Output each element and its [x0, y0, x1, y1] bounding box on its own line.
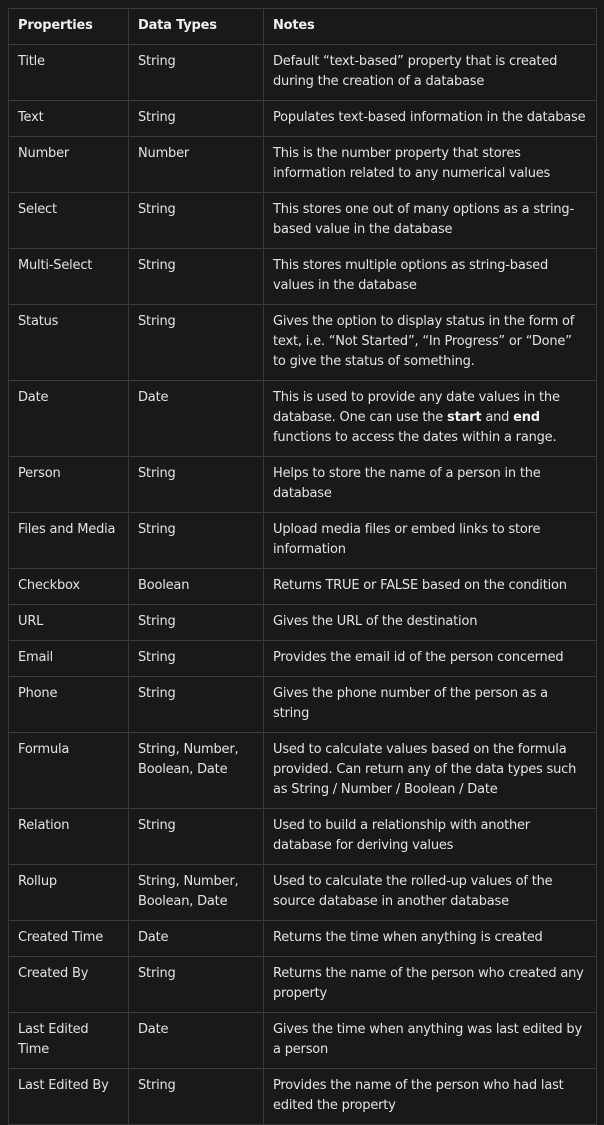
- property-cell: Formula: [9, 733, 129, 809]
- notes-text: and: [481, 410, 514, 425]
- data-type-cell: Number: [129, 137, 264, 193]
- table-row: [9, 249, 597, 305]
- data-type-cell: String: [129, 1069, 264, 1125]
- property-cell: Last Edited Time: [9, 1013, 129, 1069]
- property-cell: Rollup: [9, 865, 129, 921]
- notes-cell: This is the number property that stores information related to any numerical values: [264, 137, 597, 193]
- notes-cell: Used to calculate the rolled-up values of the source database in another database: [264, 865, 597, 921]
- table-row: [9, 101, 597, 137]
- data-type-cell: String: [129, 457, 264, 513]
- property-cell: Person: [9, 457, 129, 513]
- notes-cell: Provides the name of the person who had last edited the property: [264, 1069, 597, 1125]
- property-cell: Checkbox: [9, 569, 129, 605]
- table-row: [9, 305, 597, 381]
- notes-cell: Provides the email id of the person concerned: [264, 641, 597, 677]
- table-row: [9, 677, 597, 733]
- data-type-cell: String: [129, 957, 264, 1013]
- property-cell: Phone: [9, 677, 129, 733]
- properties-table-container: [8, 8, 596, 1125]
- table-row: [9, 457, 597, 513]
- table-row: [9, 1013, 597, 1069]
- table-row: [9, 45, 597, 101]
- data-type-cell: String: [129, 605, 264, 641]
- notes-cell: Used to calculate values based on the formula provided. Can return any of the data types such as String / Number / Boolean / Date: [264, 733, 597, 809]
- data-type-cell: String, Number, Boolean, Date: [129, 865, 264, 921]
- table-body: [9, 45, 597, 1125]
- data-type-cell: String: [129, 677, 264, 733]
- property-cell: Relation: [9, 809, 129, 865]
- header-notes: Notes: [264, 9, 597, 45]
- notes-cell: Gives the time when anything was last edited by a person: [264, 1013, 597, 1069]
- property-cell: Last Edited By: [9, 1069, 129, 1125]
- data-type-cell: String: [129, 809, 264, 865]
- property-cell: Created Time: [9, 921, 129, 957]
- data-type-cell: Date: [129, 1013, 264, 1069]
- table-row: [9, 1069, 597, 1125]
- notes-cell: Used to build a relationship with another database for deriving values: [264, 809, 597, 865]
- notes-cell: Gives the URL of the destination: [264, 605, 597, 641]
- table-row: [9, 381, 597, 457]
- notes-cell: Returns the name of the person who created any property: [264, 957, 597, 1013]
- notes-cell: Populates text-based information in the database: [264, 101, 597, 137]
- properties-table: [8, 8, 597, 1125]
- data-type-cell: String: [129, 249, 264, 305]
- notes-cell: [264, 381, 597, 457]
- table-row: [9, 921, 597, 957]
- table-row: [9, 513, 597, 569]
- property-cell: Email: [9, 641, 129, 677]
- table-header-row: [9, 9, 597, 45]
- property-cell: Select: [9, 193, 129, 249]
- notes-cell: Default “text-based” property that is created during the creation of a database: [264, 45, 597, 101]
- table-row: [9, 865, 597, 921]
- property-cell: Files and Media: [9, 513, 129, 569]
- table-row: [9, 193, 597, 249]
- notes-cell: Helps to store the name of a person in the database: [264, 457, 597, 513]
- property-cell: Text: [9, 101, 129, 137]
- notes-cell: Gives the option to display status in the form of text, i.e. “Not Started”, “In Progress” or “Done” to give the status of something.: [264, 305, 597, 381]
- data-type-cell: Date: [129, 381, 264, 457]
- notes-cell: Upload media files or embed links to store information: [264, 513, 597, 569]
- property-cell: Number: [9, 137, 129, 193]
- property-cell: URL: [9, 605, 129, 641]
- header-data-types: Data Types: [129, 9, 264, 45]
- table-row: [9, 809, 597, 865]
- notes-cell: This stores multiple options as string-based values in the database: [264, 249, 597, 305]
- start-keyword: start: [447, 410, 482, 425]
- property-cell: Created By: [9, 957, 129, 1013]
- table-row: [9, 957, 597, 1013]
- data-type-cell: Date: [129, 921, 264, 957]
- data-type-cell: String: [129, 101, 264, 137]
- property-cell: Date: [9, 381, 129, 457]
- data-type-cell: String: [129, 513, 264, 569]
- notes-cell: Gives the phone number of the person as a string: [264, 677, 597, 733]
- header-properties: Properties: [9, 9, 129, 45]
- table-row: [9, 605, 597, 641]
- notes-cell: Returns the time when anything is created: [264, 921, 597, 957]
- notes-text: This is used to provide any date values in the database. One can use the: [273, 390, 560, 425]
- notes-cell: Returns TRUE or FALSE based on the condition: [264, 569, 597, 605]
- data-type-cell: String: [129, 641, 264, 677]
- table-row: [9, 733, 597, 809]
- end-keyword: end: [513, 410, 540, 425]
- property-cell: Status: [9, 305, 129, 381]
- notes-text: functions to access the dates within a range.: [273, 430, 557, 445]
- data-type-cell: Boolean: [129, 569, 264, 605]
- data-type-cell: String: [129, 193, 264, 249]
- table-row: [9, 641, 597, 677]
- property-cell: Title: [9, 45, 129, 101]
- notes-cell: This stores one out of many options as a string-based value in the database: [264, 193, 597, 249]
- data-type-cell: String: [129, 45, 264, 101]
- data-type-cell: String: [129, 305, 264, 381]
- table-row: [9, 137, 597, 193]
- data-type-cell: String, Number, Boolean, Date: [129, 733, 264, 809]
- property-cell: Multi-Select: [9, 249, 129, 305]
- table-row: [9, 569, 597, 605]
